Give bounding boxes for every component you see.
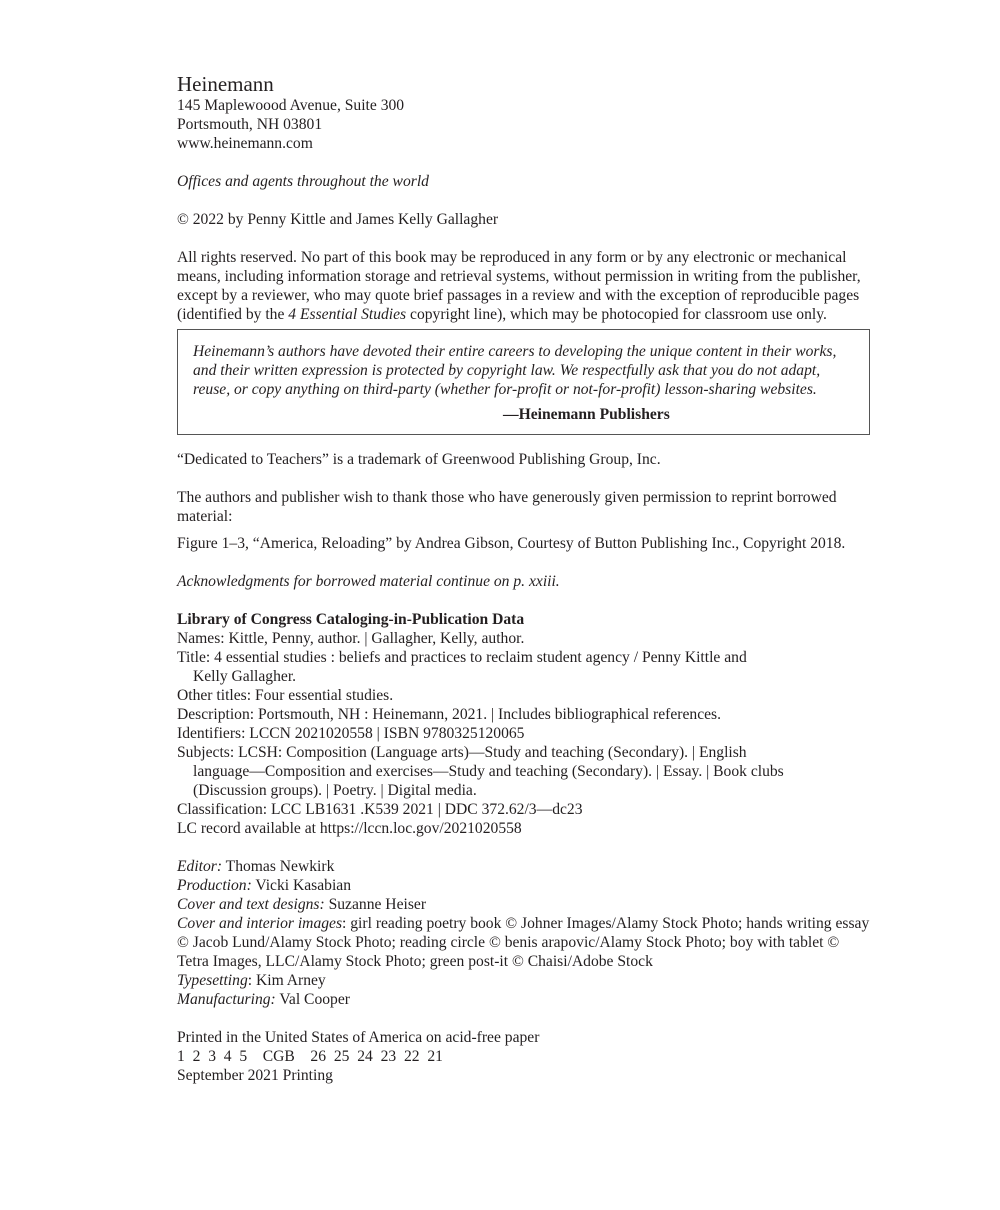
- printing-block: [177, 1028, 872, 1085]
- credit-manufacturing-label: Manufacturing:: [177, 991, 276, 1008]
- credit-production: [177, 876, 872, 895]
- notice-box-text: Heinemann’s authors have devoted their entire careers to developing the unique content in their works, and their written expression is protected by copyright law. We respectfully ask that you do not adapt, reuse, or copy anything on third-party (whether for-profit or not-for-profit) lesson-sharing websites.: [193, 343, 837, 398]
- credit-design-value: Suzanne Heiser: [324, 896, 427, 913]
- credit-editor-label: Editor:: [177, 858, 223, 875]
- rights-text-start: All rights reserved. No part of this book may be reproduced in any form or by any electronic or mechanical means, including information storage and retrieval systems, without permission in writing from the publisher, except by a reviewer, who may quote brief passages in a review and with the exception of reproducible pages (identified by the: [177, 249, 861, 323]
- credit-typesetting-value: : Kim Arney: [247, 972, 326, 989]
- spacer: [177, 469, 872, 488]
- printed-in: Printed in the United States of America on acid-free paper: [177, 1029, 540, 1046]
- spacer: [177, 229, 872, 248]
- notice-box-signature: —Heinemann Publishers: [503, 406, 670, 423]
- copyright-page: [177, 72, 872, 1085]
- credit-typesetting-label: Typesetting: [177, 972, 248, 989]
- trademark-statement: “Dedicated to Teachers” is a trademark of Greenwood Publishing Group, Inc.: [177, 451, 661, 468]
- credit-design: [177, 895, 872, 914]
- cip-names: Names: Kittle, Penny, author. | Gallagher, Kelly, author.: [177, 630, 525, 647]
- copyright-notice-box: [177, 329, 870, 435]
- spacer: [177, 526, 872, 534]
- spacer: [177, 591, 872, 610]
- permissions-credit: Figure 1–3, “America, Reloading” by Andrea Gibson, Courtesy of Button Publishing Inc., Copyright 2018.: [177, 535, 846, 552]
- spacer: [177, 153, 872, 172]
- credit-typesetting: [177, 971, 872, 990]
- publisher-website: www.heinemann.com: [177, 135, 313, 152]
- credit-editor-value: Thomas Newkirk: [222, 858, 335, 875]
- cip-description: Description: Portsmouth, NH : Heinemann, 2021. | Includes bibliographical references.: [177, 706, 721, 723]
- cip-classification: Classification: LCC LB1631 .K539 2021 | DDC 372.62/3—dc23: [177, 801, 583, 818]
- credit-manufacturing: [177, 990, 872, 1009]
- publisher-address-line1: 145 Maplewoood Avenue, Suite 300: [177, 97, 405, 114]
- publisher-name: Heinemann: [177, 72, 274, 96]
- spacer: [177, 553, 872, 572]
- cip-lc-record: LC record available at https://lccn.loc.gov/2021020558: [177, 820, 522, 837]
- credit-design-label: Cover and text designs:: [177, 896, 325, 913]
- spacer: [177, 1009, 872, 1028]
- printing-sequence: 1 2 3 4 5 CGB 26 25 24 23 22 21: [177, 1048, 443, 1065]
- copyright-notice: © 2022 by Penny Kittle and James Kelly Gallagher: [177, 211, 499, 228]
- spacer: [177, 838, 872, 857]
- spacer: [177, 191, 872, 210]
- rights-book-title: 4 Essential Studies: [288, 306, 407, 323]
- cip-heading: Library of Congress Cataloging-in-Publication Data: [177, 611, 525, 628]
- rights-text-end: copyright line), which may be photocopied for classroom use only.: [406, 306, 827, 323]
- credit-production-value: Vicki Kasabian: [251, 877, 352, 894]
- cip-other-titles: Other titles: Four essential studies.: [177, 687, 394, 704]
- rights-reserved-paragraph: [177, 248, 872, 324]
- offices-statement: Offices and agents throughout the world: [177, 173, 429, 190]
- cip-subjects: Subjects: LCSH: Composition (Language arts)—Study and teaching (Secondary). | English language—Composition and exercises—Study and teaching (Secondary). | Essay. | Book clubs (Discussion groups). | Poetry. | Digital media.: [177, 744, 784, 799]
- credit-images-label: Cover and interior images: [177, 915, 343, 932]
- publisher-address-line2: Portsmouth, NH 03801: [177, 116, 323, 133]
- permissions-continued: Acknowledgments for borrowed material continue on p. xxiii.: [177, 573, 560, 590]
- cip-identifiers: Identifiers: LCCN 2021020558 | ISBN 9780325120065: [177, 725, 525, 742]
- permissions-intro: The authors and publisher wish to thank those who have generously given permission to reprint borrowed material:: [177, 489, 837, 525]
- credit-images: [177, 914, 872, 971]
- credit-manufacturing-value: Val Cooper: [275, 991, 350, 1008]
- credit-editor: [177, 857, 872, 876]
- cip-title: Title: 4 essential studies : beliefs and practices to reclaim student agency / Penny Kittle and Kelly Gallagher.: [177, 649, 747, 685]
- credits-block: [177, 857, 872, 1009]
- spacer: [177, 435, 872, 450]
- cip-block: [177, 610, 872, 838]
- printing-edition: September 2021 Printing: [177, 1067, 333, 1084]
- credit-production-label: Production:: [177, 877, 252, 894]
- credit-images-value: : girl reading poetry book © Johner Images/Alamy Stock Photo; hands writing essay © Jacob Lund/Alamy Stock Photo; reading circle © benis arapovic/Alamy Stock Photo; boy with tablet © Tetra Images, LLC/Alamy Stock Photo; green post-it © Chaisi/Adobe Stock: [177, 915, 870, 970]
